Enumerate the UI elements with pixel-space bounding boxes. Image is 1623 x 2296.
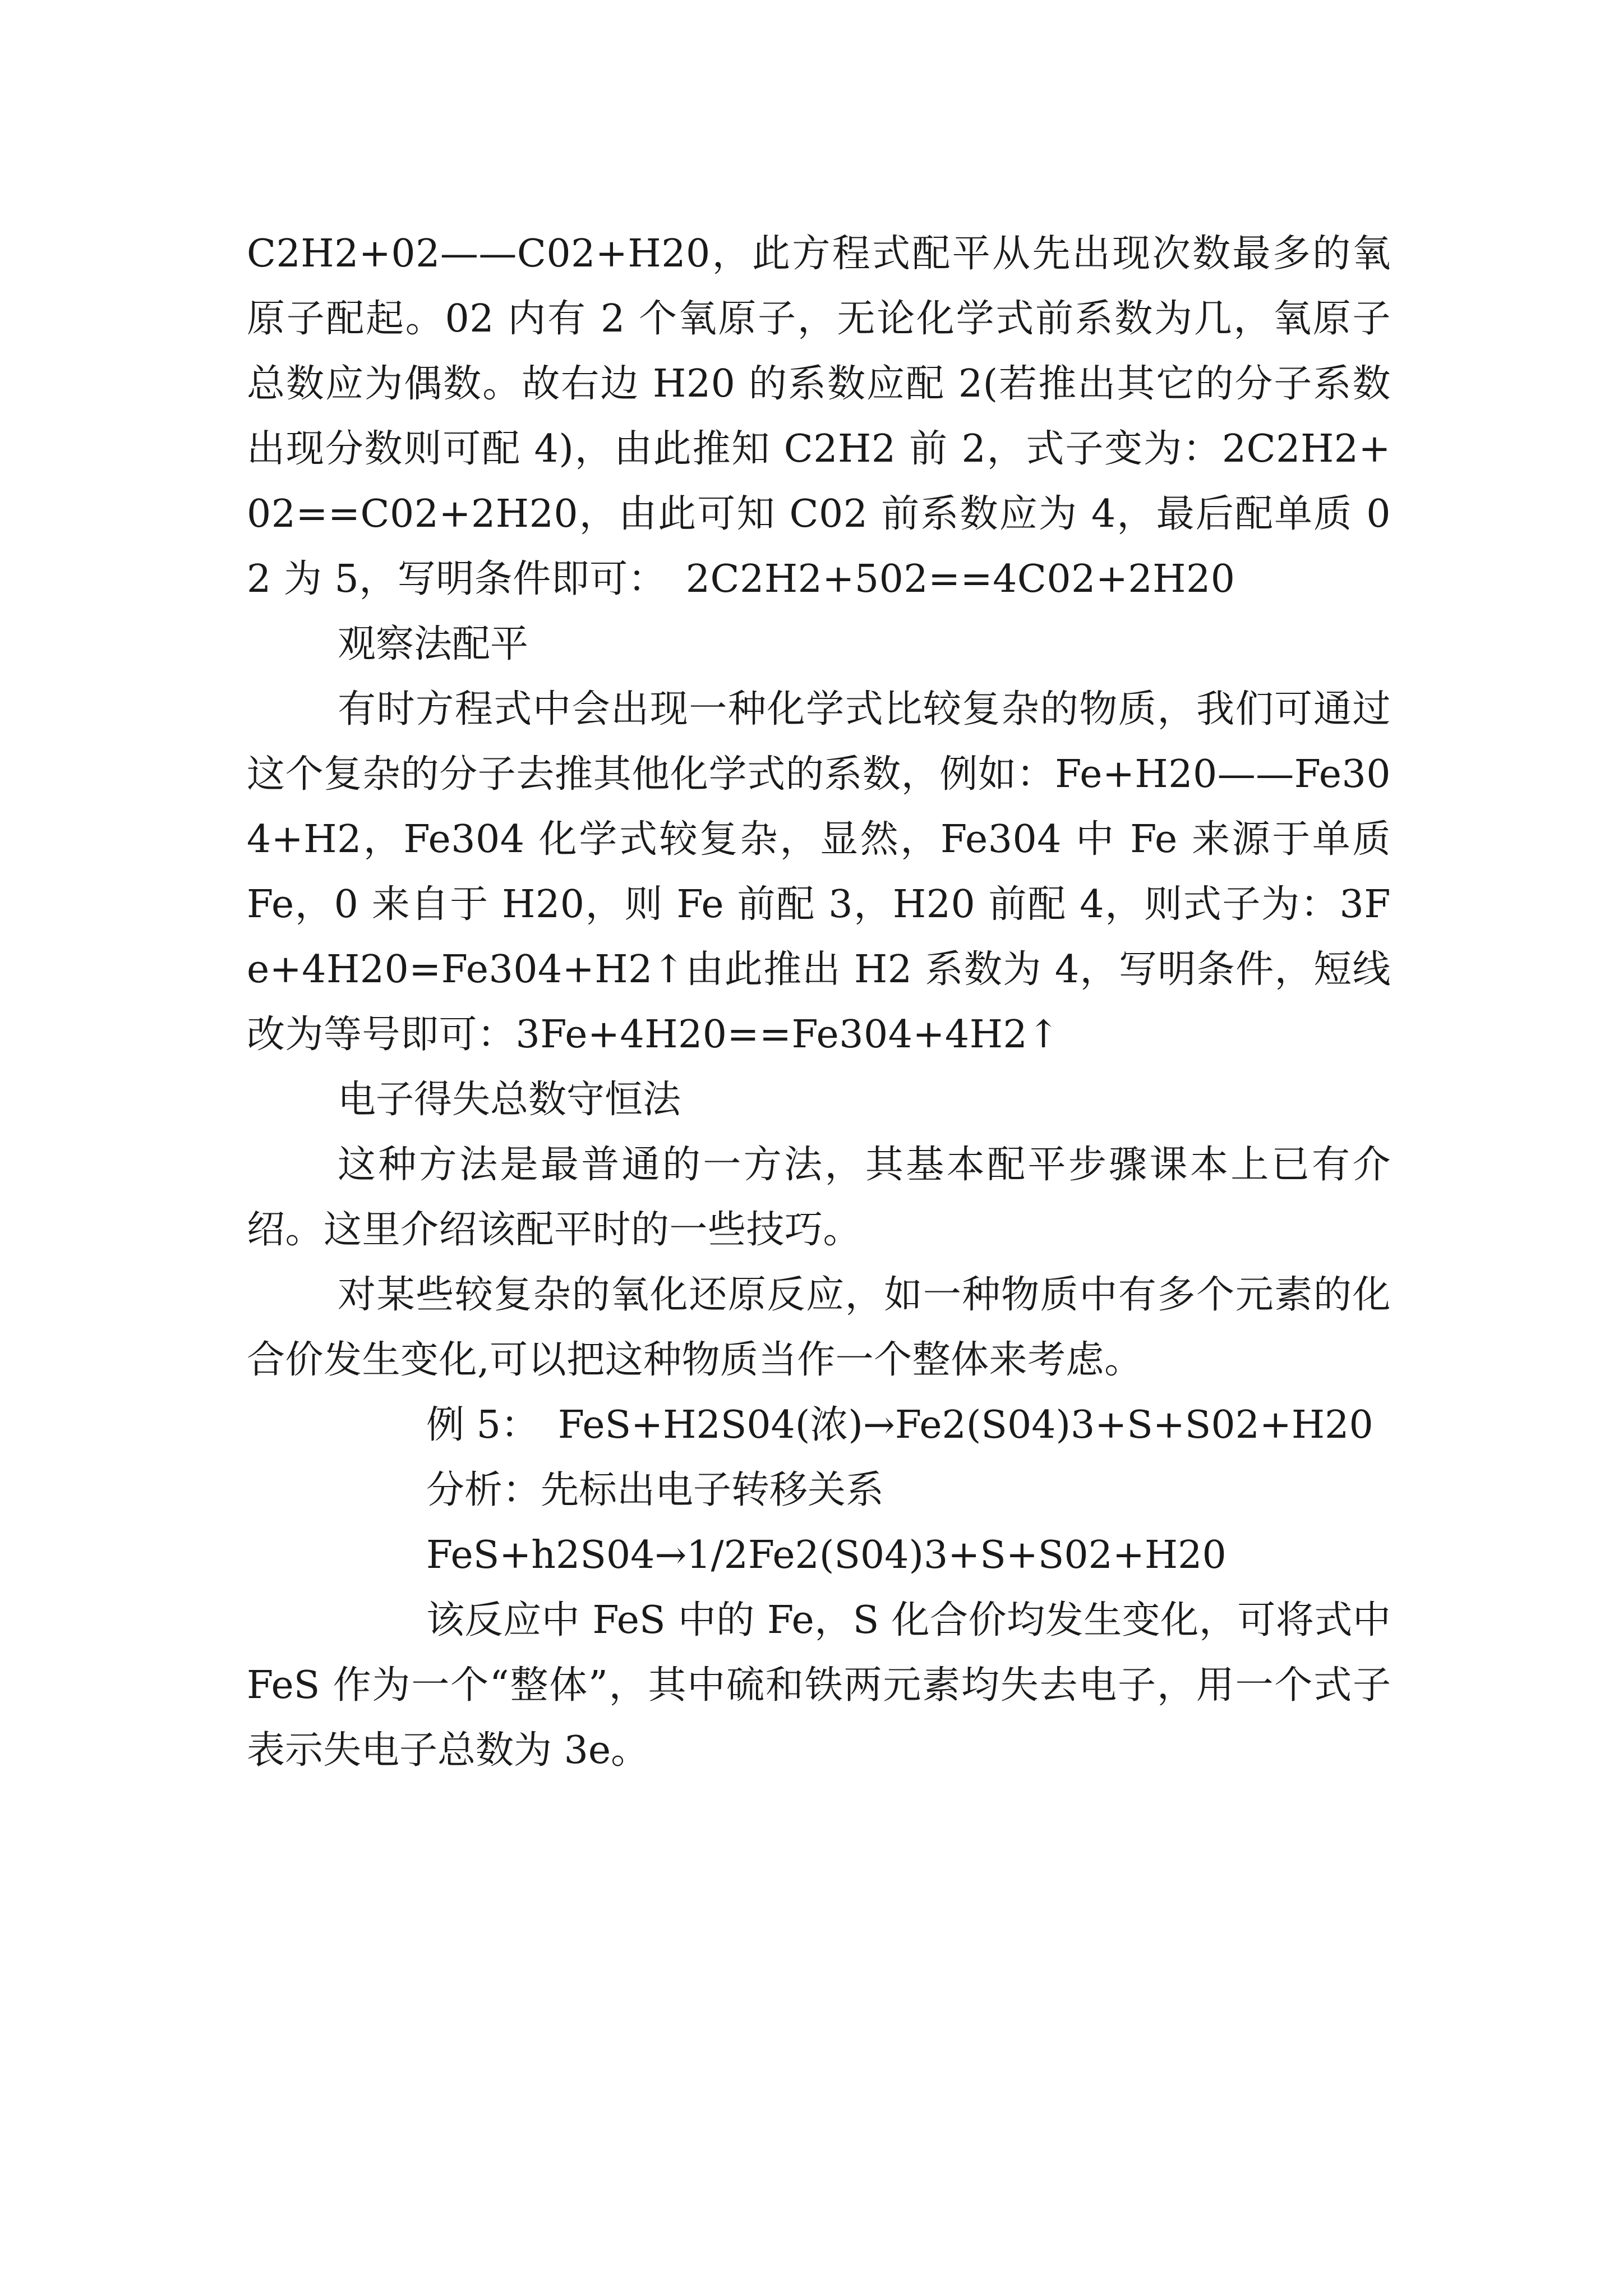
paragraph-common-method: 这种方法是最普通的一方法，其基本配平步骤课本上已有介绍。这里介绍该配平时的一些技巧。 <box>247 1143 1391 1252</box>
example-5-equation: 例 5： FeS+H2S04(浓)→Fe2(S04)3+S+S02+H20 <box>426 1403 1373 1447</box>
paragraph-fes-whole: 该反应中 FeS 中的 Fe，S 化合价均发生变化，可将式中 FeS 作为一个“整体”，其中硫和铁两元素均失去电子，用一个式子表示失电子总数为 3e。 <box>247 1598 1391 1773</box>
example-analysis-label: 分析：先标出电子转移关系 <box>426 1468 884 1512</box>
paragraph-observation-method: 有时方程式中会出现一种化学式比较复杂的物质，我们可通过这个复杂的分子去推其他化学式的系数，例如：Fe+H20——Fe304+H2，Fe304 化学式较复杂，显然，Fe304 中 Fe 来源于单质 Fe，0 来自于 H20，则 Fe 前配 3，H20 前配 4，则式子为：3Fe+4H20=Fe304+H2↑由此推出 H2 系数为 4，写明条件，短线改为等号即可：3Fe+4H20==Fe304+4H2↑ <box>247 687 1391 1057</box>
heading-observation-method: 观察法配平 <box>338 622 529 666</box>
document-body <box>247 222 1391 1783</box>
example-electron-transfer-equation: FeS+h2S04→1/2Fe2(S04)3+S+S02+H20 <box>426 1533 1227 1577</box>
paragraph-complex-redox: 对某些较复杂的氧化还原反应，如一种物质中有多个元素的化合价发生变化,可以把这种物质当作一个整体来考虑。 <box>247 1273 1391 1382</box>
paragraph-acetylene-balancing: C2H2+02——C02+H20，此方程式配平从先出现次数最多的氧原子配起。02 内有 2 个氧原子，无论化学式前系数为几，氧原子总数应为偶数。故右边 H20 的系数应配 2(若推出其它的分子系数出现分数则可配 4)，由此推知 C2H2 前 2，式子变为：2C2H2+02==C02+2H20，由此可知 C02 前系数应为 4，最后配单质 02 为 5，写明条件即可： 2C2H2+502==4C02+2H20 <box>247 232 1391 601</box>
heading-electron-conservation: 电子得失总数守恒法 <box>338 1078 681 1122</box>
